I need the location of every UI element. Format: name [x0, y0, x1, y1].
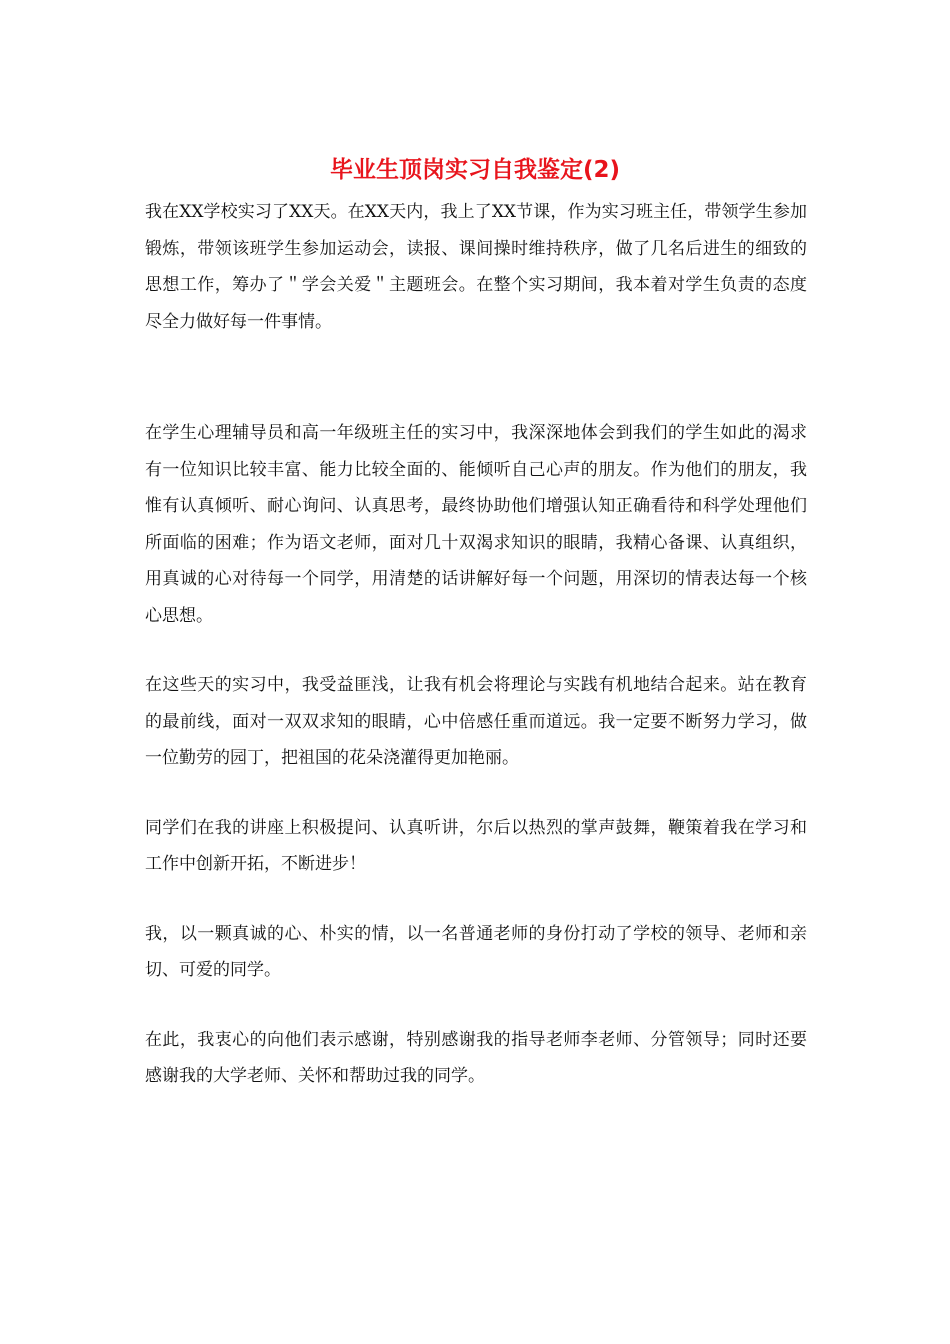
document-title: 毕业生顶岗实习自我鉴定(2) [329, 157, 621, 183]
paragraph-thanks: 在此，我衷心的向他们表示感谢，特别感谢我的指导老师李老师、分管领导；同时还要感谢我的大学老师、关怀和帮助过我的同学。 [145, 1029, 807, 1086]
paragraph-sincerity: 我，以一颗真诚的心、朴实的情，以一名普通老师的身份打动了学校的领导、老师和亲切、可爱的同学。 [145, 923, 807, 980]
paragraph-internship-summary: 我在XX学校实习了XX天。在XX天内，我上了XX节课，作为实习班主任，带领学生参加锻炼，带领该班学生参加运动会，读报、课间操时维持秩序，做了几名后进生的细致的思想工作，筹办了＂学会关爱＂主题班会。在整个实习期间，我本着对学生负责的态度尽全力做好每一件事情。 [145, 202, 807, 332]
paragraph-spacer [145, 777, 807, 810]
paragraph-spacer [145, 340, 807, 415]
paragraph-students-lecture: 同学们在我的讲座上积极提问、认真听讲，尔后以热烈的掌声鼓舞，鞭策着我在学习和工作中创新开拓，不断进步！ [145, 817, 807, 874]
paragraph-spacer [145, 989, 807, 1022]
paragraph-spacer [145, 634, 807, 667]
paragraph-spacer [145, 883, 807, 916]
paragraph-benefits: 在这些天的实习中，我受益匪浅，让我有机会将理论与实践有机地结合起来。站在教育的最前线，面对一双双求知的眼睛，心中倍感任重而道远。我一定要不断努力学习，做一位勤劳的园丁，把祖国的花朵浇灌得更加艳丽。 [145, 675, 807, 768]
paragraph-counselor-experience: 在学生心理辅导员和高一年级班主任的实习中，我深深地体会到我们的学生如此的渴求有一位知识比较丰富、能力比较全面的、能倾听自己心声的朋友。作为他们的朋友，我惟有认真倾听、耐心询问、认真思考，最终协助他们增强认知正确看待和科学处理他们所面临的困难；作为语文老师，面对几十双渴求知识的眼睛，我精心备课、认真组织，用真诚的心对待每一个同学，用清楚的话讲解好每一个问题，用深切的情表达每一个核心思想。 [145, 423, 807, 626]
document-body [145, 194, 807, 1095]
